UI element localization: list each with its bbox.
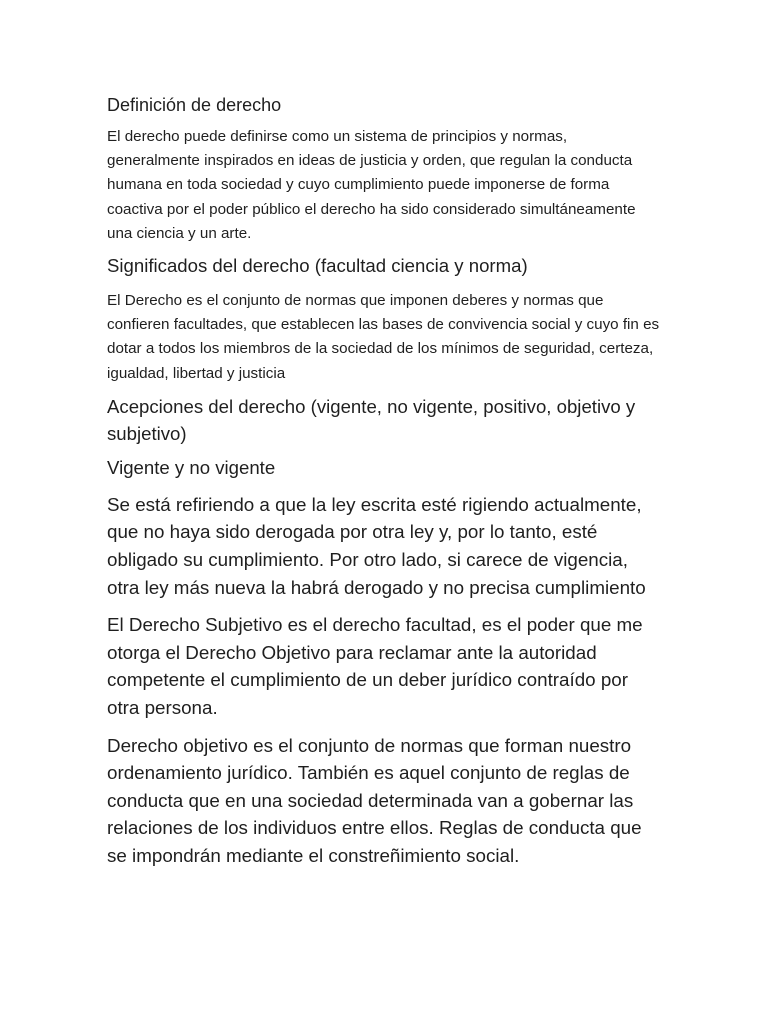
heading-acepciones-del-derecho: Acepciones del derecho (vigente, no vigente, positivo, objetivo y subjetivo) [107, 395, 636, 444]
paragraph-derecho-objetivo: Derecho objetivo es el conjunto de normas que forman nuestro ordenamiento jurídico. También es aquel conjunto de reglas de conducta que en una sociedad determinada van a gobernar las relaciones de los individuos entre ellos. Reglas de conducta que se impondrán mediante el constreñimiento social. [107, 734, 642, 866]
paragraph-definicion: El derecho puede definirse como un sistema de principios y normas, generalmente inspirados en ideas de justicia y orden, que regulan la conducta humana en toda sociedad y cuyo cumplimiento puede imponerse de forma coactiva por el poder público el derecho ha sido considerado simultáneamente una ciencia y un arte. [107, 128, 636, 242]
paragraph-derecho-subjetivo: El Derecho Subjetivo es el derecho facultad, es el poder que me otorga el Derecho Objetivo para reclamar ante la autoridad competente el cumplimiento de un deber jurídico contraído por otra persona. [107, 614, 643, 718]
paragraph-vigente: Se está refiriendo a que la ley escrita esté rigiendo actualmente, que no haya sido derogada por otra ley y, por lo tanto, esté obligado su cumplimiento. Por otro lado, si carece de vigencia, otra ley más nueva la habrá derogado y no precisa cumplimiento [107, 493, 646, 598]
heading-significados-del-derecho: Significados del derecho (facultad ciencia y norma) [107, 255, 528, 277]
heading-definicion-de-derecho: Definición de derecho [107, 95, 282, 115]
paragraph-significados: El Derecho es el conjunto de normas que imponen deberes y normas que confieren facultades, que establecen las bases de convivencia social y cuyo fin es dotar a todos los miembros de la sociedad de los mínimos de seguridad, certeza, igualdad, libertad y justicia [107, 292, 660, 382]
heading-vigente-y-no-vigente: Vigente y no vigente [107, 456, 276, 478]
